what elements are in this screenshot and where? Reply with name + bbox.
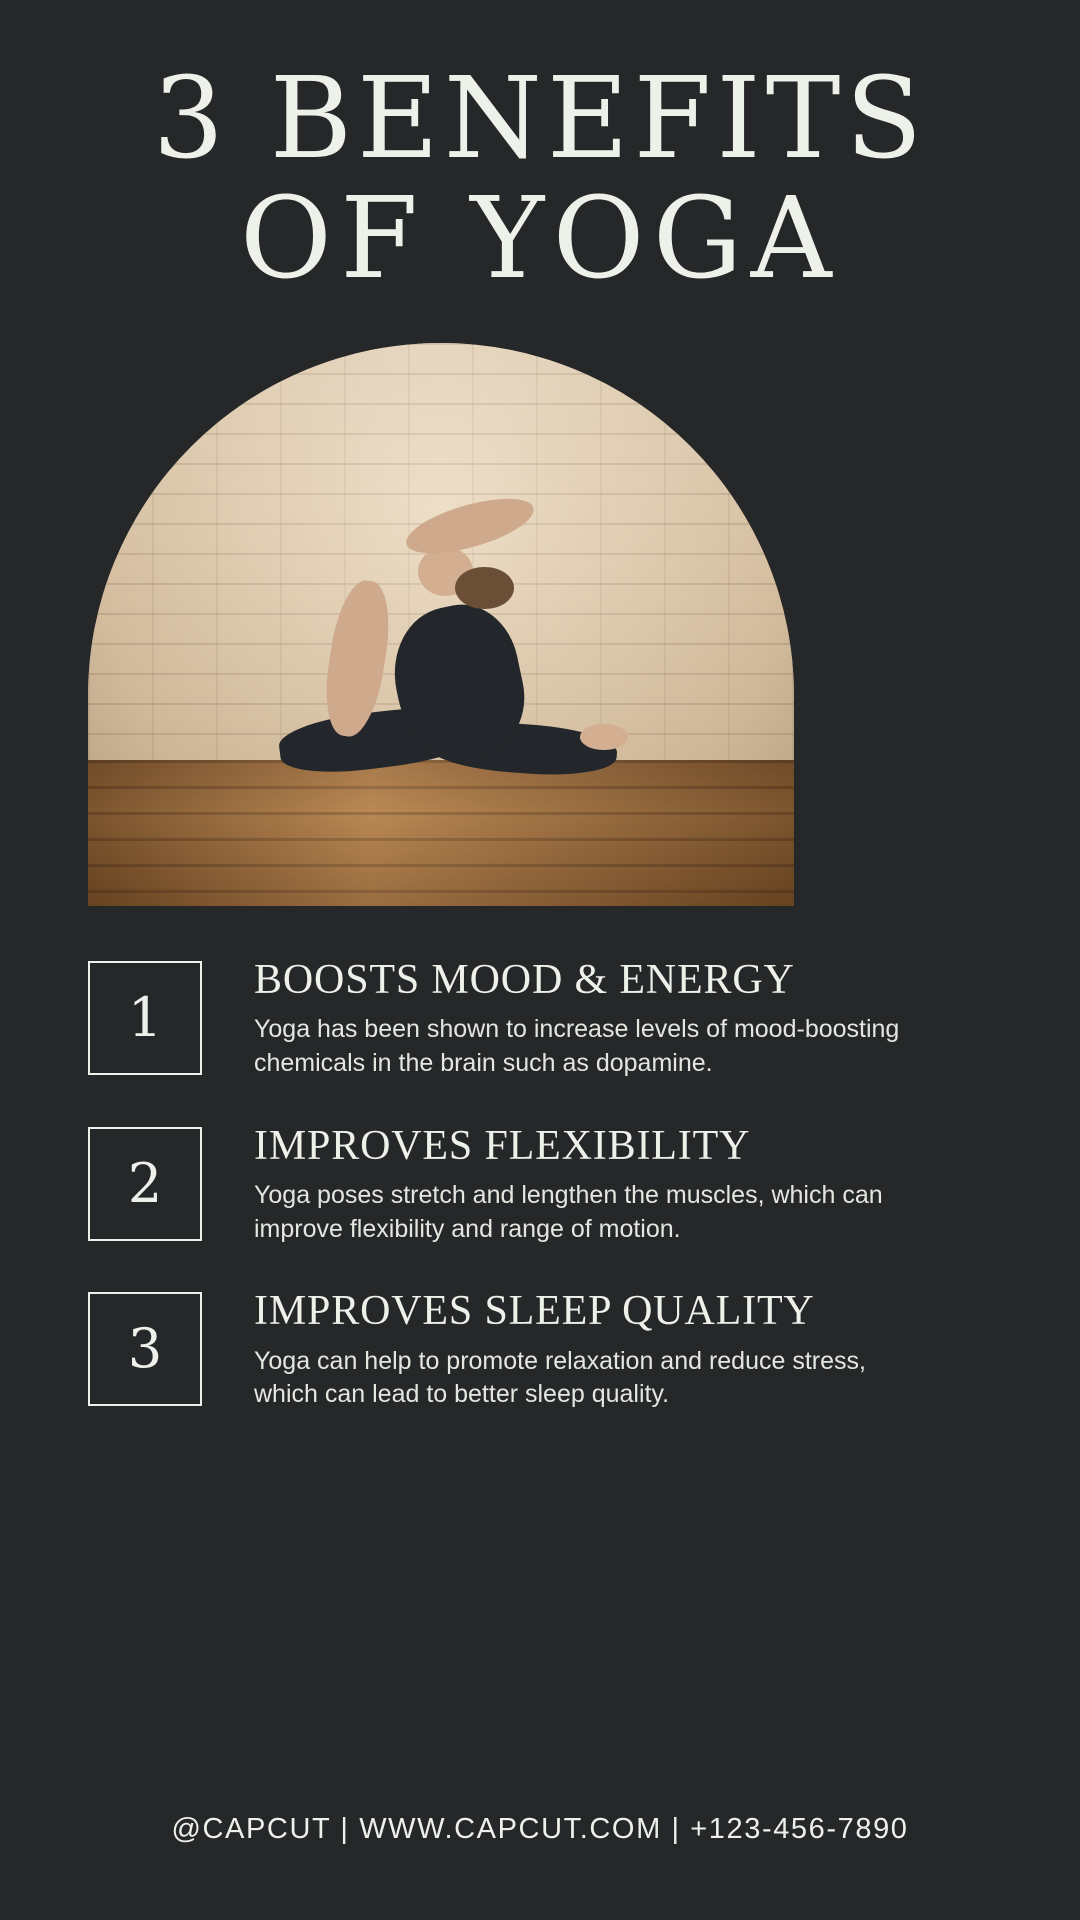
list-item xyxy=(88,955,992,1081)
benefit-description: Yoga has been shown to increase levels of mood-boosting chemicals in the brain such as dopamine. xyxy=(254,1015,900,1077)
benefit-title: BOOSTS MOOD & ENERGY xyxy=(254,957,795,1003)
benefit-content xyxy=(254,955,934,1081)
benefit-number: 2 xyxy=(127,1151,163,1215)
benefit-content xyxy=(254,1121,934,1247)
footer-contact: @CAPCUT | WWW.CAPCUT.COM | +123-456-7890 xyxy=(171,1813,909,1845)
benefit-content xyxy=(254,1286,934,1412)
figure-raised-arm xyxy=(400,487,539,564)
list-item xyxy=(88,1121,992,1247)
benefit-description: Yoga can help to promote relaxation and reduce stress, which can lead to better sleep quality. xyxy=(254,1346,866,1409)
yoga-photo xyxy=(88,343,794,906)
list-item xyxy=(88,1286,992,1412)
benefit-number-box xyxy=(88,1292,202,1406)
title-line-2: OF YOGA xyxy=(239,174,841,305)
benefit-number: 1 xyxy=(127,986,163,1049)
benefit-number: 3 xyxy=(127,1317,163,1381)
title-line-1: 3 BENEFITS xyxy=(152,54,928,184)
figure-hair-bun xyxy=(455,567,514,609)
benefit-title: IMPROVES SLEEP QUALITY xyxy=(254,1288,815,1335)
photo-scene xyxy=(88,343,794,906)
benefit-title: IMPROVES FLEXIBILITY xyxy=(254,1122,751,1169)
yoga-figure xyxy=(272,495,639,822)
benefit-number-box xyxy=(88,961,202,1075)
benefit-description: Yoga poses stretch and lengthen the muscles, which can improve flexibility and range of motion. xyxy=(254,1180,883,1243)
page-title xyxy=(0,0,1080,305)
benefit-number-box xyxy=(88,1127,202,1241)
figure-foot xyxy=(580,724,628,750)
benefits-list xyxy=(88,955,992,1452)
